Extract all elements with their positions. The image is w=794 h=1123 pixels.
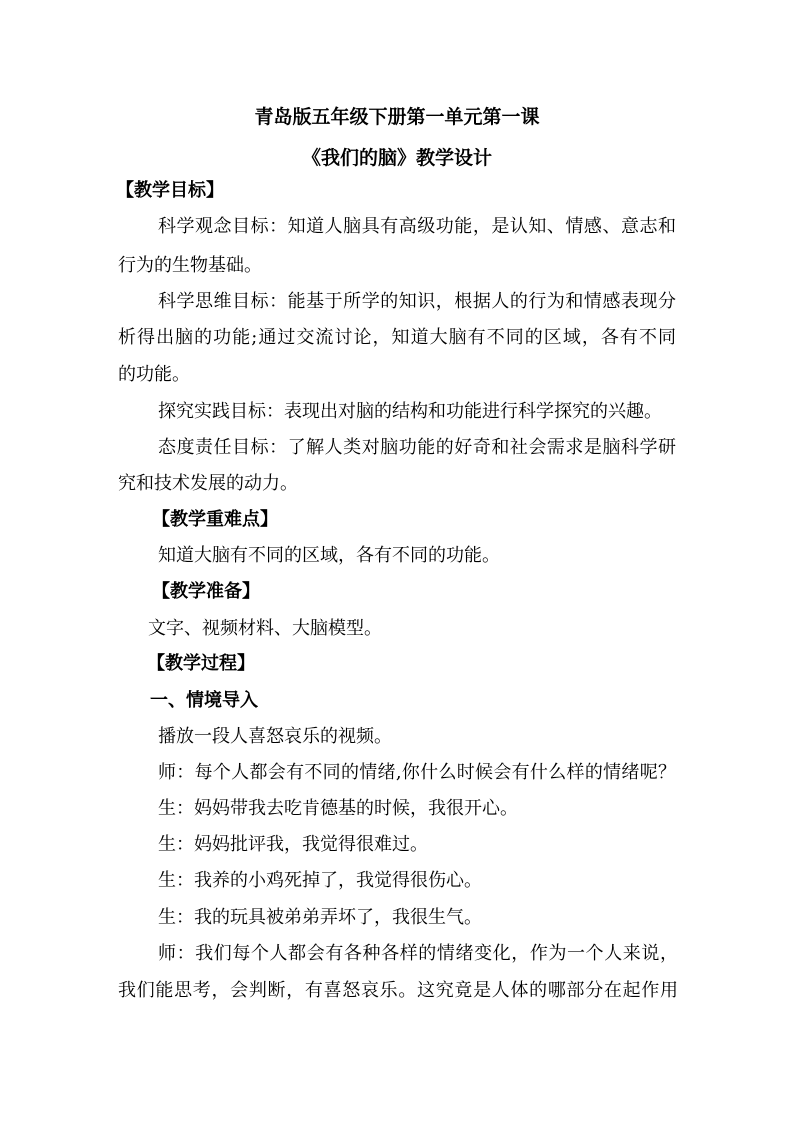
paragraph-line: 生：妈妈带我去吃肯德基的时候，我很开心。 bbox=[158, 798, 518, 819]
paragraph-line: 行为的生物基础。 bbox=[118, 255, 262, 276]
paragraph-line: 生：我养的小鸡死掉了，我觉得很伤心。 bbox=[158, 870, 482, 891]
paragraph-line: 态度责任目标：了解人类对脑功能的好奇和社会需求是脑科学研 bbox=[158, 437, 676, 458]
section-heading-process: 【教学过程】 bbox=[147, 653, 255, 674]
subsection-heading-intro: 一、情境导入 bbox=[150, 690, 258, 711]
section-heading-key-points: 【教学重难点】 bbox=[152, 509, 278, 530]
paragraph-line: 究和技术发展的动力。 bbox=[118, 473, 298, 494]
paragraph-line: 师：我们每个人都会有各种各样的情绪变化，作为一个人来说， bbox=[158, 943, 678, 964]
paragraph-line: 我们能思考，会判断，有喜怒哀乐。这究竟是人体的哪部分在起作用 bbox=[118, 980, 678, 1001]
paragraph-line: 师：每个人都会有不同的情绪,你什么时候会有什么样的情绪呢？ bbox=[158, 762, 676, 783]
paragraph-line: 生：妈妈批评我，我觉得很难过。 bbox=[158, 834, 428, 855]
paragraph-line: 知道大脑有不同的区域，各有不同的功能。 bbox=[158, 545, 500, 566]
paragraph-line: 科学观念目标：知道人脑具有高级功能，是认知、情感、意志和 bbox=[158, 216, 676, 237]
paragraph-line: 文字、视频材料、大脑模型。 bbox=[148, 618, 382, 639]
paragraph-line: 科学思维目标：能基于所学的知识，根据人的行为和情感表现分 bbox=[158, 291, 676, 312]
section-heading-preparation: 【教学准备】 bbox=[152, 581, 260, 602]
document-title: 青岛版五年级下册第一单元第一课 bbox=[254, 106, 540, 128]
paragraph-line: 的功能。 bbox=[118, 364, 190, 385]
paragraph-line: 生：我的玩具被弟弟弄坏了，我很生气。 bbox=[158, 907, 482, 928]
paragraph-line: 探究实践目标：表现出对脑的结构和功能进行科学探究的兴趣。 bbox=[158, 401, 662, 422]
section-heading-goals: 【教学目标】 bbox=[116, 180, 224, 201]
document-subtitle: 《我们的脑》教学设计 bbox=[301, 147, 492, 169]
paragraph-line: 析得出脑的功能;通过交流讨论，知道大脑有不同的区域，各有不同 bbox=[118, 327, 676, 348]
paragraph-line: 播放一段人喜怒哀乐的视频。 bbox=[158, 726, 392, 747]
